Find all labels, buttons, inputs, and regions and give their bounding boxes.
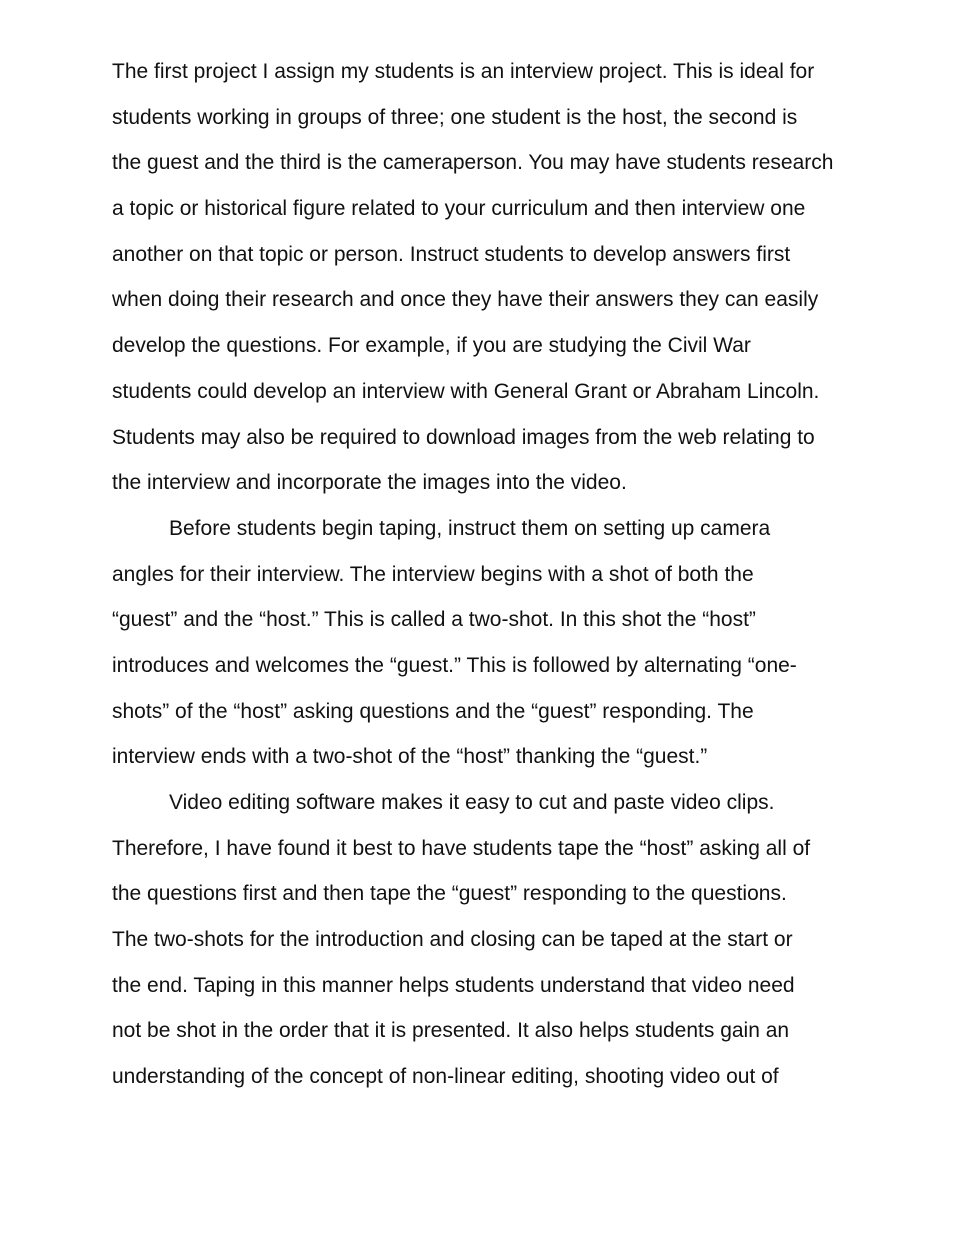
text-line: students could develop an interview with General Grant or Abraham Lincoln. [112,379,820,403]
text-line: Students may also be required to download images from the web relating to [112,425,815,449]
text-line: interview ends with a two-shot of the “host” thanking the “guest.” [112,745,708,769]
text-line: the questions first and then tape the “guest” responding to the questions. [112,882,787,906]
paragraph-1 [112,49,912,506]
paragraph-2 [112,506,912,780]
text-line: not be shot in the order that it is presented. It also helps students gain an [112,1019,790,1043]
text-line: Video editing software makes it easy to cut and paste video clips. [169,791,775,814]
text-line: a topic or historical figure related to your curriculum and then interview one [112,197,806,221]
text-line: The two-shots for the introduction and closing can be taped at the start or [112,928,793,952]
text-line: Therefore, I have found it best to have students tape the “host” asking all of [112,836,811,860]
text-line: Before students begin taping, instruct them on setting up camera [169,516,771,540]
text-line: another on that topic or person. Instruct students to develop answers first [112,242,791,266]
text-line: introduces and welcomes the “guest.” This is followed by alternating “one- [112,653,797,677]
text-line: students working in groups of three; one student is the host, the second is [112,105,798,129]
text-line: “guest” and the “host.” This is called a two-shot. In this shot the “host” [112,608,756,632]
text-line: develop the questions. For example, if you are studying the Civil War [112,334,751,358]
paragraph-3 [112,780,912,1100]
text-line: shots” of the “host” asking questions and the “guest” responding. The [112,699,754,723]
text-line: the end. Taping in this manner helps students understand that video need [112,973,795,997]
text-line: understanding of the concept of non-linear editing, shooting video out of [112,1065,779,1089]
text-line: The first project I assign my students is an interview project. This is ideal for [112,60,815,83]
text-line: the interview and incorporate the images into the video. [112,471,627,495]
text-line: when doing their research and once they have their answers they can easily [112,288,819,312]
text-line: angles for their interview. The interview begins with a shot of both the [112,562,754,586]
body-text [112,49,912,1100]
text-line: the guest and the third is the cameraperson. You may have students research [112,151,834,175]
